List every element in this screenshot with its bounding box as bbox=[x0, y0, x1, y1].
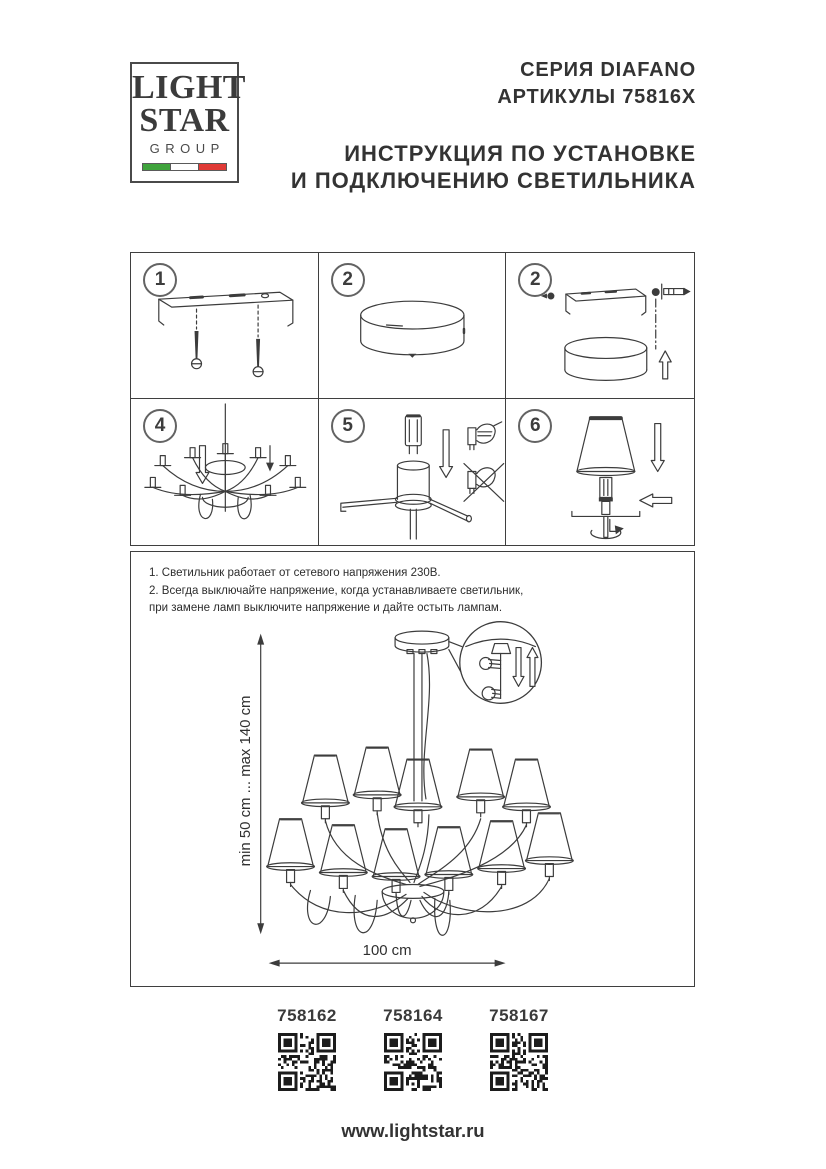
canopy-drum bbox=[360, 301, 463, 355]
bare-hand-forbidden-icon bbox=[464, 464, 504, 502]
footer-url: www.lightstar.ru bbox=[341, 1120, 485, 1141]
screw bbox=[253, 305, 263, 376]
canopy-drum bbox=[565, 337, 647, 380]
g9-bulb bbox=[405, 416, 421, 454]
lampshade bbox=[525, 813, 573, 881]
down-arrow-icon bbox=[266, 446, 274, 472]
lampshade bbox=[353, 747, 401, 815]
qr-code bbox=[384, 1033, 442, 1091]
product-item bbox=[276, 1006, 338, 1091]
step-cell-5 bbox=[319, 399, 507, 545]
series-title: СЕРИЯ DIAFANO bbox=[520, 59, 696, 81]
chandelier-dimension-drawing bbox=[131, 552, 694, 986]
article-number: 758162 bbox=[277, 1006, 337, 1025]
product-item bbox=[488, 1006, 550, 1091]
italian-flag-icon bbox=[142, 163, 228, 171]
note-line: 2. Всегда выключайте напряжение, когда устанавливаете светильник, bbox=[149, 584, 524, 597]
product-item bbox=[382, 1006, 444, 1091]
title-line-2: И ПОДКЛЮЧЕНИЮ СВЕТИЛЬНИКА bbox=[290, 168, 696, 193]
product-articles bbox=[0, 1006, 826, 1091]
diagram-panel bbox=[130, 551, 695, 987]
articles-line: АРТИКУЛЫ 75816X bbox=[497, 86, 696, 108]
step-number-badge: 6 bbox=[518, 409, 552, 443]
step-cell-2 bbox=[319, 253, 507, 399]
down-arrow-icon bbox=[439, 430, 452, 478]
mounting-bracket bbox=[159, 292, 293, 326]
height-dimension-label: min 50 cm ... max 140 cm bbox=[236, 695, 254, 867]
screw bbox=[192, 309, 202, 369]
width-dimension-label: 100 cm bbox=[362, 942, 412, 960]
width-dimension bbox=[269, 942, 506, 966]
qr-code bbox=[278, 1033, 336, 1091]
down-arrow-icon bbox=[652, 424, 665, 472]
step-number-badge: 2 bbox=[331, 263, 365, 297]
lightstar-logo bbox=[130, 62, 246, 183]
candle-socket bbox=[572, 477, 640, 537]
lamp-socket bbox=[341, 461, 472, 539]
note-line: при замене ламп выключите напряжение и дайте остыть лампам. bbox=[149, 602, 503, 614]
article-number: 758167 bbox=[489, 1006, 549, 1025]
height-dimension bbox=[237, 634, 264, 935]
up-arrow-icon bbox=[660, 351, 672, 379]
lampshade bbox=[372, 829, 420, 897]
header bbox=[291, 57, 696, 194]
logo-word-light: LIGHT bbox=[132, 69, 246, 106]
lampshade bbox=[302, 755, 350, 823]
step-cell-3 bbox=[506, 253, 694, 399]
title-line-1: ИНСТРУКЦИЯ ПО УСТАНОВКЕ bbox=[344, 141, 696, 166]
logo-word-group: GROUP bbox=[149, 141, 225, 156]
left-arrow-icon bbox=[640, 494, 672, 507]
page-title bbox=[291, 140, 696, 194]
lampshade bbox=[425, 827, 473, 895]
step-number-badge: 2 bbox=[518, 263, 552, 297]
gloved-hand-ok-icon bbox=[468, 422, 502, 450]
chandelier-arms bbox=[291, 813, 550, 935]
step-cell-1 bbox=[131, 253, 319, 399]
installation-steps bbox=[130, 252, 695, 546]
suspension-rods bbox=[414, 654, 430, 801]
logo-word-star: STAR bbox=[139, 102, 230, 139]
screw bbox=[652, 284, 691, 299]
height-adjust-detail-inset bbox=[449, 622, 542, 704]
step-number-badge: 1 bbox=[143, 263, 177, 297]
lampshade bbox=[503, 759, 551, 827]
chandelier-drawing bbox=[267, 747, 574, 935]
lampshade bbox=[478, 821, 526, 889]
step-number-badge: 5 bbox=[331, 409, 365, 443]
lampshade bbox=[457, 749, 505, 817]
flag-stripe-green bbox=[142, 163, 170, 171]
mounting-bracket bbox=[566, 289, 646, 315]
lampshade bbox=[267, 819, 315, 887]
canopy-nub bbox=[408, 354, 416, 358]
note-line: 1. Светильник работает от сетевого напряжения 230В. bbox=[149, 567, 441, 579]
step-cell-4 bbox=[131, 399, 319, 545]
lampshade bbox=[394, 759, 442, 827]
lampshade bbox=[577, 418, 635, 476]
lampshade bbox=[319, 825, 367, 893]
qr-code bbox=[490, 1033, 548, 1091]
flag-stripe-red bbox=[198, 163, 227, 171]
step-cell-6 bbox=[506, 399, 694, 545]
step-number-badge: 4 bbox=[143, 409, 177, 443]
ceiling-canopy bbox=[395, 631, 449, 653]
flag-stripe-white bbox=[170, 163, 198, 171]
chandelier-frame bbox=[145, 444, 306, 519]
article-number: 758164 bbox=[383, 1006, 443, 1025]
